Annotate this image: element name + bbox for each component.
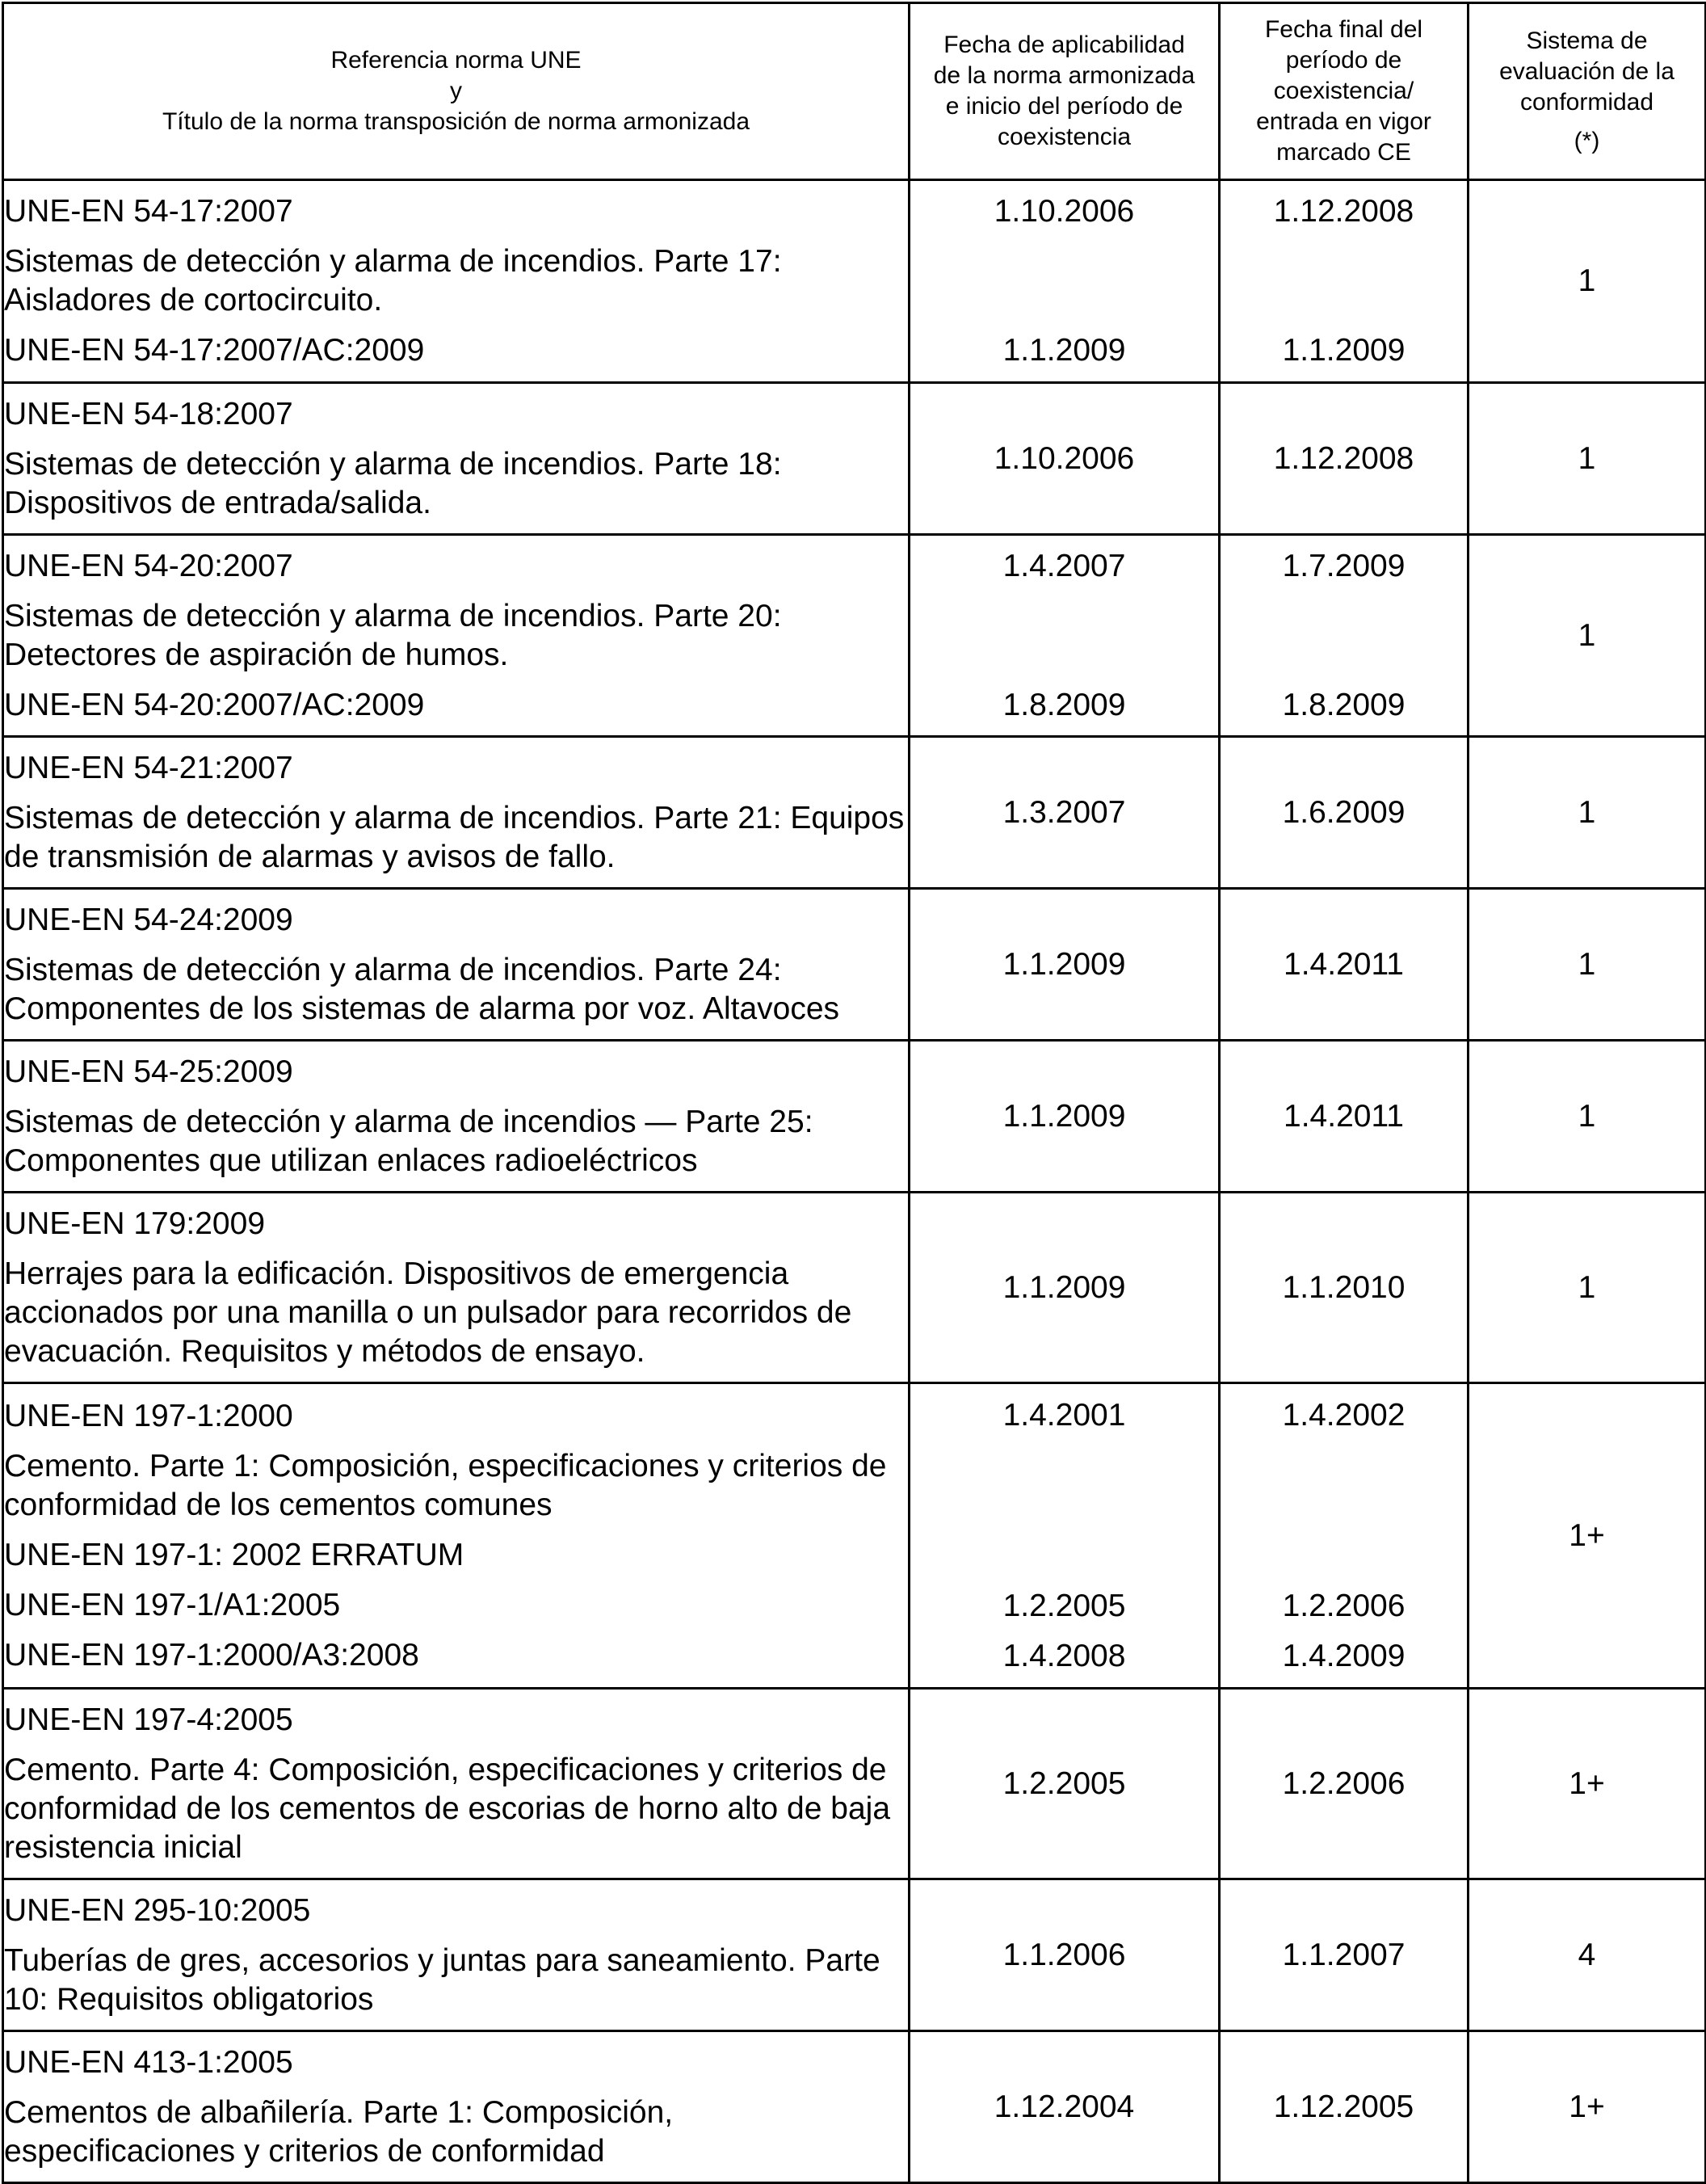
standard-reference: UNE-EN 54-20:2007 (4, 548, 293, 583)
standard-reference: UNE-EN 295-10:2005 (4, 1892, 311, 1928)
standard-reference: UNE-EN 179:2009 (4, 1206, 266, 1241)
standard-title: Sistemas de detección y alarma de incendios. Parte 17: Aisladores de cortocircuito. (4, 244, 782, 318)
end-date-cell: 1.2.2006 (1220, 1689, 1469, 1879)
reference-cell (3, 889, 910, 1041)
standard-title: Cemento. Parte 4: Composición, especificaciones y criterios de conformidad de los cementos de escorias de horno alto de baja resistencia inicial (4, 1752, 891, 1865)
end-date-cell: 1.4.2011 (1220, 1041, 1469, 1193)
table-row (3, 1689, 1706, 1879)
standard-reference: UNE-EN 54-24:2009 (4, 902, 293, 937)
standard-reference: UNE-EN 54-25:2009 (4, 1054, 293, 1089)
reference-cell (3, 535, 910, 737)
conformity-system-cell: 1+ (1469, 1689, 1706, 1879)
table-row (3, 1041, 1706, 1193)
standard-title: Sistemas de detección y alarma de incendios. Parte 24: Componentes de los sistemas de alarma por voz. Altavoces (4, 952, 840, 1026)
end-date-cell: 1.12.2005 (1220, 2031, 1469, 2183)
applicability-date-cell: 1.10.2006 (910, 383, 1220, 535)
standard-amendment: UNE-EN 197-1/A1:2005 (4, 1587, 341, 1622)
reference-cell (3, 1041, 910, 1193)
standard-title: Sistemas de detección y alarma de incendios. Parte 18: Dispositivos de entrada/salida. (4, 446, 782, 520)
reference-cell (3, 737, 910, 889)
conformity-system-cell: 1 (1469, 383, 1706, 535)
standard-amendment: UNE-EN 197-1:2000/A3:2008 (4, 1637, 419, 1673)
conformity-system-cell: 1 (1469, 1193, 1706, 1383)
header-reference-title: Referencia norma UNE y Título de la norma transposición de norma armonizada (3, 3, 910, 180)
reference-cell (3, 1383, 910, 1689)
reference-cell (3, 1193, 910, 1383)
end-date-cell: 1.7.2009 1.8.2009 (1220, 535, 1469, 737)
applicability-date-cell: 1.1.2009 (910, 1041, 1220, 1193)
conformity-system-cell: 1 (1469, 180, 1706, 383)
conformity-system-cell: 1+ (1469, 2031, 1706, 2183)
reference-cell (3, 1879, 910, 2031)
standard-reference: UNE-EN 197-1:2000 (4, 1398, 293, 1433)
header-conformity-system: Sistema de evaluación de la conformidad (*) (1469, 3, 1706, 180)
standard-reference: UNE-EN 413-1:2005 (4, 2044, 293, 2080)
standard-reference: UNE-EN 54-17:2007 (4, 194, 293, 229)
standard-title: Tuberías de gres, accesorios y juntas para saneamiento. Parte 10: Requisitos obligatorios (4, 1942, 880, 2017)
table-header-row (3, 3, 1706, 180)
applicability-date-cell: 1.1.2006 (910, 1879, 1220, 2031)
conformity-system-cell: 1+ (1469, 1383, 1706, 1689)
applicability-date-cell: 1.4.2007 1.8.2009 (910, 535, 1220, 737)
standard-erratum: UNE-EN 197-1: 2002 ERRATUM (4, 1537, 464, 1572)
end-date-cell: 1.4.2011 (1220, 889, 1469, 1041)
end-date-cell: 1.12.2008 (1220, 383, 1469, 535)
end-date-cell: 1.1.2007 (1220, 1879, 1469, 2031)
standard-title: Cemento. Parte 1: Composición, especificaciones y criterios de conformidad de los cementos comunes (4, 1448, 887, 1522)
table-row (3, 1193, 1706, 1383)
conformity-system-cell: 1 (1469, 889, 1706, 1041)
applicability-date-cell: 1.1.2009 (910, 1193, 1220, 1383)
table-row (3, 383, 1706, 535)
conformity-system-cell: 1 (1469, 1041, 1706, 1193)
header-end-coexistence-date: Fecha final del período de coexistencia/ entrada en vigor marcado CE (1220, 3, 1469, 180)
applicability-date-cell: 1.2.2005 (910, 1689, 1220, 1879)
table-row (3, 737, 1706, 889)
applicability-date-cell: 1.3.2007 (910, 737, 1220, 889)
standard-amendment: UNE-EN 54-17:2007/AC:2009 (4, 333, 425, 368)
end-date-cell: 1.6.2009 (1220, 737, 1469, 889)
standard-title: Sistemas de detección y alarma de incendios. Parte 20: Detectores de aspiración de humos. (4, 598, 782, 672)
standard-title: Herrajes para la edificación. Dispositivos de emergencia accionados por una manilla o un pulsador para recorridos de evacuación. Requisitos y métodos de ensayo. (4, 1256, 852, 1369)
table-row (3, 180, 1706, 383)
header-applicability-date: Fecha de aplicabilidad de la norma armonizada e inicio del período de coexistencia (910, 3, 1220, 180)
reference-cell (3, 383, 910, 535)
standard-amendment: UNE-EN 54-20:2007/AC:2009 (4, 687, 425, 722)
applicability-date-cell: 1.4.2001 1.2.2005 1.4.2008 (910, 1383, 1220, 1689)
standard-title: Sistemas de detección y alarma de incendios — Parte 25: Componentes que utilizan enlaces radioeléctricos (4, 1104, 813, 1178)
standard-title: Sistemas de detección y alarma de incendios. Parte 21: Equipos de transmisión de alarmas y avisos de fallo. (4, 800, 905, 874)
end-date-cell: 1.12.2008 1.1.2009 (1220, 180, 1469, 383)
reference-cell (3, 2031, 910, 2183)
table-row (3, 1879, 1706, 2031)
table-row (3, 1383, 1706, 1689)
applicability-date-cell: 1.1.2009 (910, 889, 1220, 1041)
table-row (3, 889, 1706, 1041)
conformity-system-cell: 1 (1469, 737, 1706, 889)
conformity-system-cell: 1 (1469, 535, 1706, 737)
standard-reference: UNE-EN 54-18:2007 (4, 396, 293, 431)
end-date-cell: 1.1.2010 (1220, 1193, 1469, 1383)
standard-title: Cementos de albañilería. Parte 1: Composición, especificaciones y criterios de conformidad (4, 2094, 674, 2169)
standard-reference: UNE-EN 197-4:2005 (4, 1702, 293, 1737)
applicability-date-cell: 1.10.2006 1.1.2009 (910, 180, 1220, 383)
harmonized-standards-table (2, 2, 1706, 2184)
end-date-cell: 1.4.2002 1.2.2006 1.4.2009 (1220, 1383, 1469, 1689)
standard-reference: UNE-EN 54-21:2007 (4, 750, 293, 785)
table-row (3, 535, 1706, 737)
reference-cell (3, 1689, 910, 1879)
conformity-system-cell: 4 (1469, 1879, 1706, 2031)
table-row (3, 2031, 1706, 2183)
applicability-date-cell: 1.12.2004 (910, 2031, 1220, 2183)
reference-cell (3, 180, 910, 383)
